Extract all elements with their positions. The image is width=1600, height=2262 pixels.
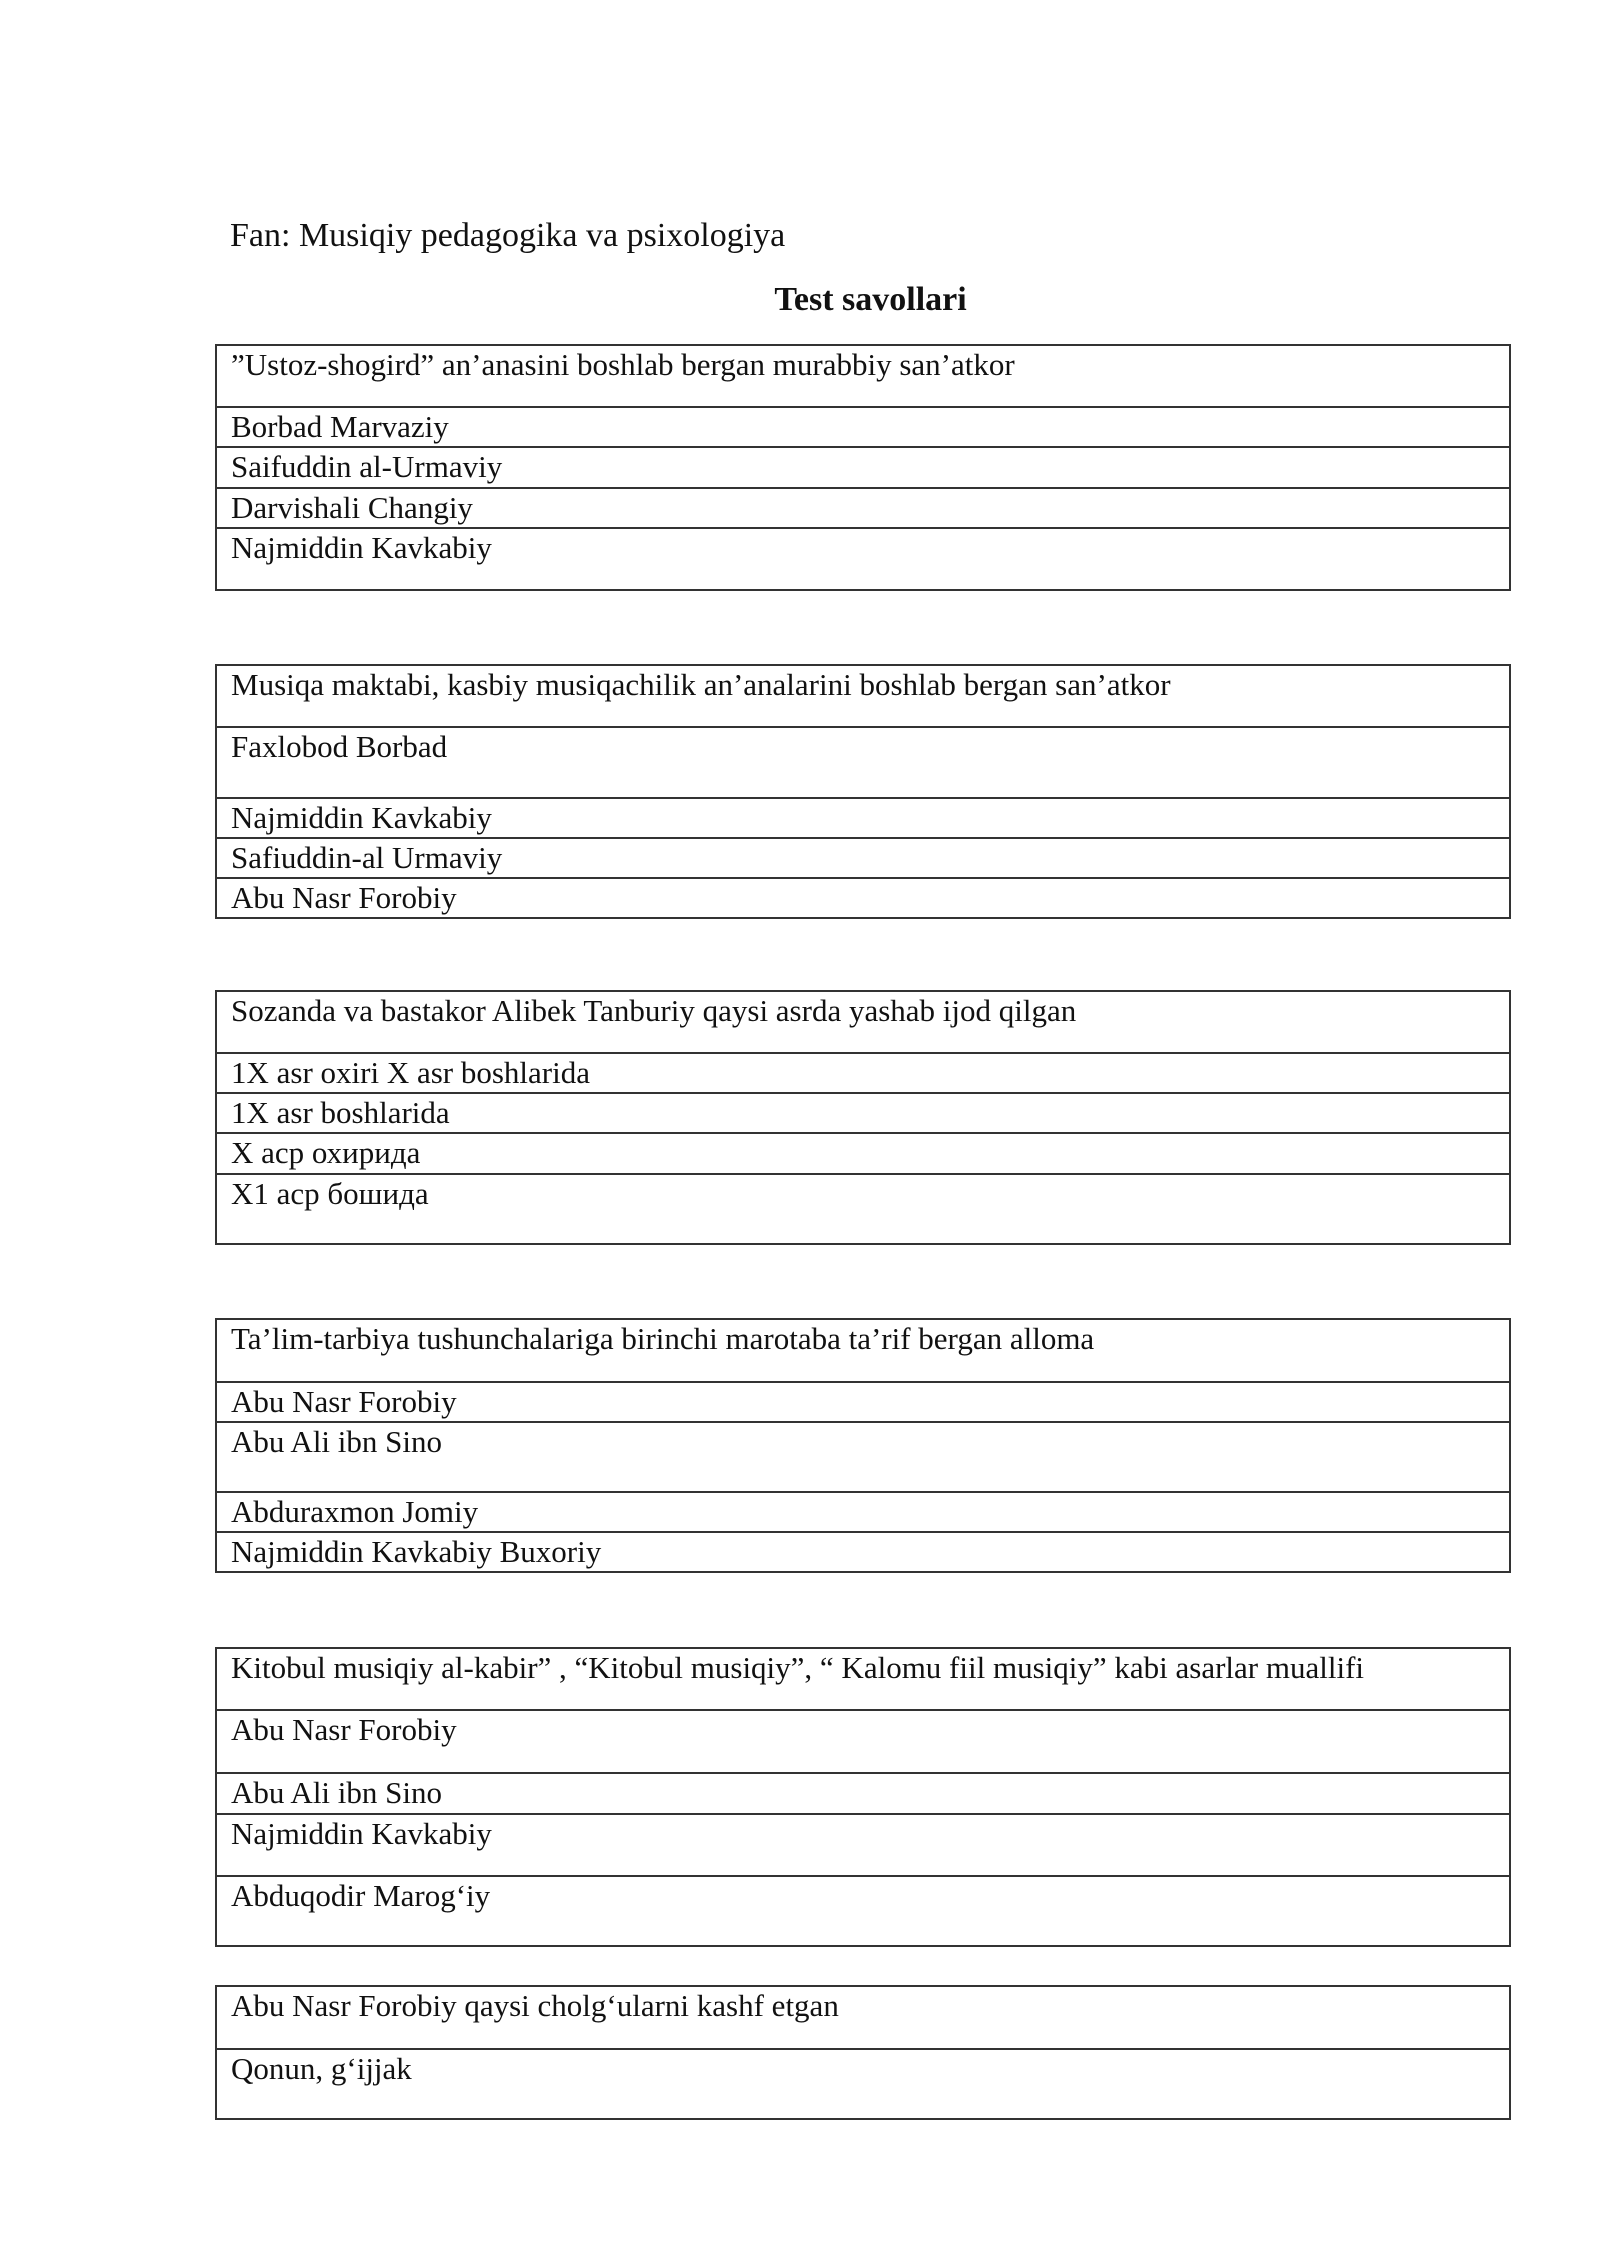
question-text: Kitobul musiqiy al-kabir” , “Kitobul musiqiy”, “ Kalomu fiil musiqiy” kabi asarlar muallifi (216, 1648, 1510, 1710)
answer-option: 1X asr oxiri X asr boshlarida (216, 1053, 1510, 1093)
answer-option: Qonun, g‘ijjak (216, 2049, 1510, 2119)
answer-option: Abu Ali ibn Sino (216, 1422, 1510, 1492)
page-title: Test savollari (774, 281, 967, 318)
answer-option: Darvishali Changiy (216, 488, 1510, 528)
question-table-2 (215, 664, 1511, 919)
answer-option: Saifuddin al-Urmaviy (216, 447, 1510, 488)
question-table-4 (215, 1318, 1511, 1573)
question-text: Sozanda va bastakor Alibek Tanburiy qaysi asrda yashab ijod qilgan (216, 991, 1510, 1053)
answer-option: Najmiddin Kavkabiy (216, 1814, 1510, 1876)
question-text: Abu Nasr Forobiy qaysi cholg‘ularni kashf etgan (216, 1986, 1510, 2049)
answer-option: X аср охирида (216, 1133, 1510, 1174)
answer-option: Abu Ali ibn Sino (216, 1773, 1510, 1814)
answer-option: Safiuddin-al Urmaviy (216, 838, 1510, 878)
answer-option: Abduqodir Marog‘iy (216, 1876, 1510, 1946)
answer-option: Abduraxmon Jomiy (216, 1492, 1510, 1532)
question-text: Musiqa maktabi, kasbiy musiqachilik an’analarini boshlab bergan san’atkor (216, 665, 1510, 727)
question-text: ”Ustoz-shogird” an’anasini boshlab bergan murabbiy san’atkor (216, 345, 1510, 407)
answer-option: Abu Nasr Forobiy (216, 1710, 1510, 1773)
answer-option: Borbad Marvaziy (216, 407, 1510, 447)
answer-option: X1 аср бошида (216, 1174, 1510, 1244)
answer-option: Faxlobod Borbad (216, 727, 1510, 798)
subject-line: Fan: Musiqiy pedagogika va psixologiya (230, 217, 786, 254)
answer-option: Najmiddin Kavkabiy (216, 798, 1510, 838)
answer-option: Abu Nasr Forobiy (216, 1382, 1510, 1422)
answer-option: 1X asr boshlarida (216, 1093, 1510, 1133)
question-table-6 (215, 1985, 1511, 2120)
question-table-5 (215, 1647, 1511, 1947)
answer-option: Najmiddin Kavkabiy Buxoriy (216, 1532, 1510, 1572)
answer-option: Najmiddin Kavkabiy (216, 528, 1510, 590)
answer-option: Abu Nasr Forobiy (216, 878, 1510, 918)
question-table-1 (215, 344, 1511, 591)
question-text: Ta’lim-tarbiya tushunchalariga birinchi marotaba ta’rif bergan alloma (216, 1319, 1510, 1382)
question-table-3 (215, 990, 1511, 1245)
